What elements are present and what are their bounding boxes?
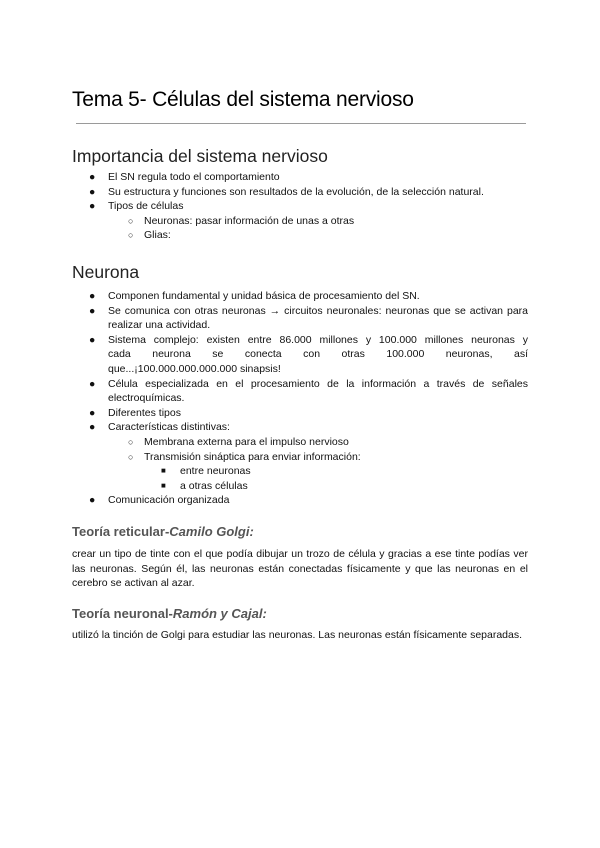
importancia-list [72,170,528,243]
bullet-icon: ● [89,200,96,213]
bullet-icon: ● [89,494,96,507]
list-item: ● Diferentes tipos [89,406,181,419]
bullet-icon: ● [89,304,96,317]
page-title: Tema 5- Células del sistema nervioso [72,88,414,111]
bullet-icon: ○ [128,436,134,447]
list-item: ● Comunicación organizada [89,494,230,507]
bullet-icon: ● [89,290,96,302]
bullet-icon: ● [89,171,96,183]
list-item: ● Tipos de células [89,200,184,213]
list-item: ○ Transmisión sináptica para enviar información: [128,450,361,463]
section-heading-importancia: Importancia del sistema nervioso [72,146,328,166]
theory-heading-neuronal: Teoría neuronal-Ramón y Cajal: [72,606,267,621]
list-item: ■ a otras células [161,479,248,492]
bullet-icon: ○ [128,230,134,241]
list-item: ● Características distintivas: [89,421,230,434]
list-item: ● Sistema complejo: existen entre 86.000 millones y 100.000 millones neuronas y cada neurona se conecta con otras 100.000 neuronas, así que...¡100.000.000.000.000 sinapsis! [89,333,528,375]
list-item: ● Célula especializada en el procesamiento de la información a través de señales electroquímicas. [89,377,528,405]
section-heading-neurona: Neurona [72,262,140,282]
list-item: ○ Membrana externa para el impulso nervioso [128,435,349,448]
neurona-list [72,289,528,508]
list-item: ○ Neuronas: pasar información de unas a otras [128,214,355,227]
bullet-icon: ○ [128,215,134,226]
theory-body-neuronal: utilizó la tinción de Golgi para estudiar las neuronas. Las neuronas están físicamente separadas. [72,629,523,641]
list-item: ● Componen fundamental y unidad básica de procesamiento del SN. [89,290,420,302]
theory-heading-reticular: Teoría reticular-Camilo Golgi: [72,524,254,539]
bullet-icon: ● [89,185,96,198]
bullet-icon: ● [89,421,96,434]
bullet-icon: ■ [161,466,166,476]
list-item: ○ Glias: [128,229,171,242]
list-item: ■ entre neuronas [161,465,251,478]
bullet-icon: ● [89,333,96,346]
bullet-icon: ○ [128,451,134,462]
bullet-icon: ● [89,406,96,419]
title-divider [76,123,526,124]
list-item: ● Su estructura y funciones son resultados de la evolución, de la selección natural. [89,185,484,198]
theory-body-reticular: crear un tipo de tinte con el que podía dibujar un trozo de célula y gracias a ese tinte podías ver las neuronas. Según él, las neuronas están conectadas físicamente y que las neuronas en el cerebro se activan al azar. [72,548,528,590]
list-item: ● Se comunica con otras neuronas → circuitos neuronales: neuronas que se activan para realizar una actividad. [89,304,528,332]
list-item: ● El SN regula todo el comportamiento [89,171,280,183]
bullet-icon: ■ [161,480,166,490]
bullet-icon: ● [89,377,96,390]
